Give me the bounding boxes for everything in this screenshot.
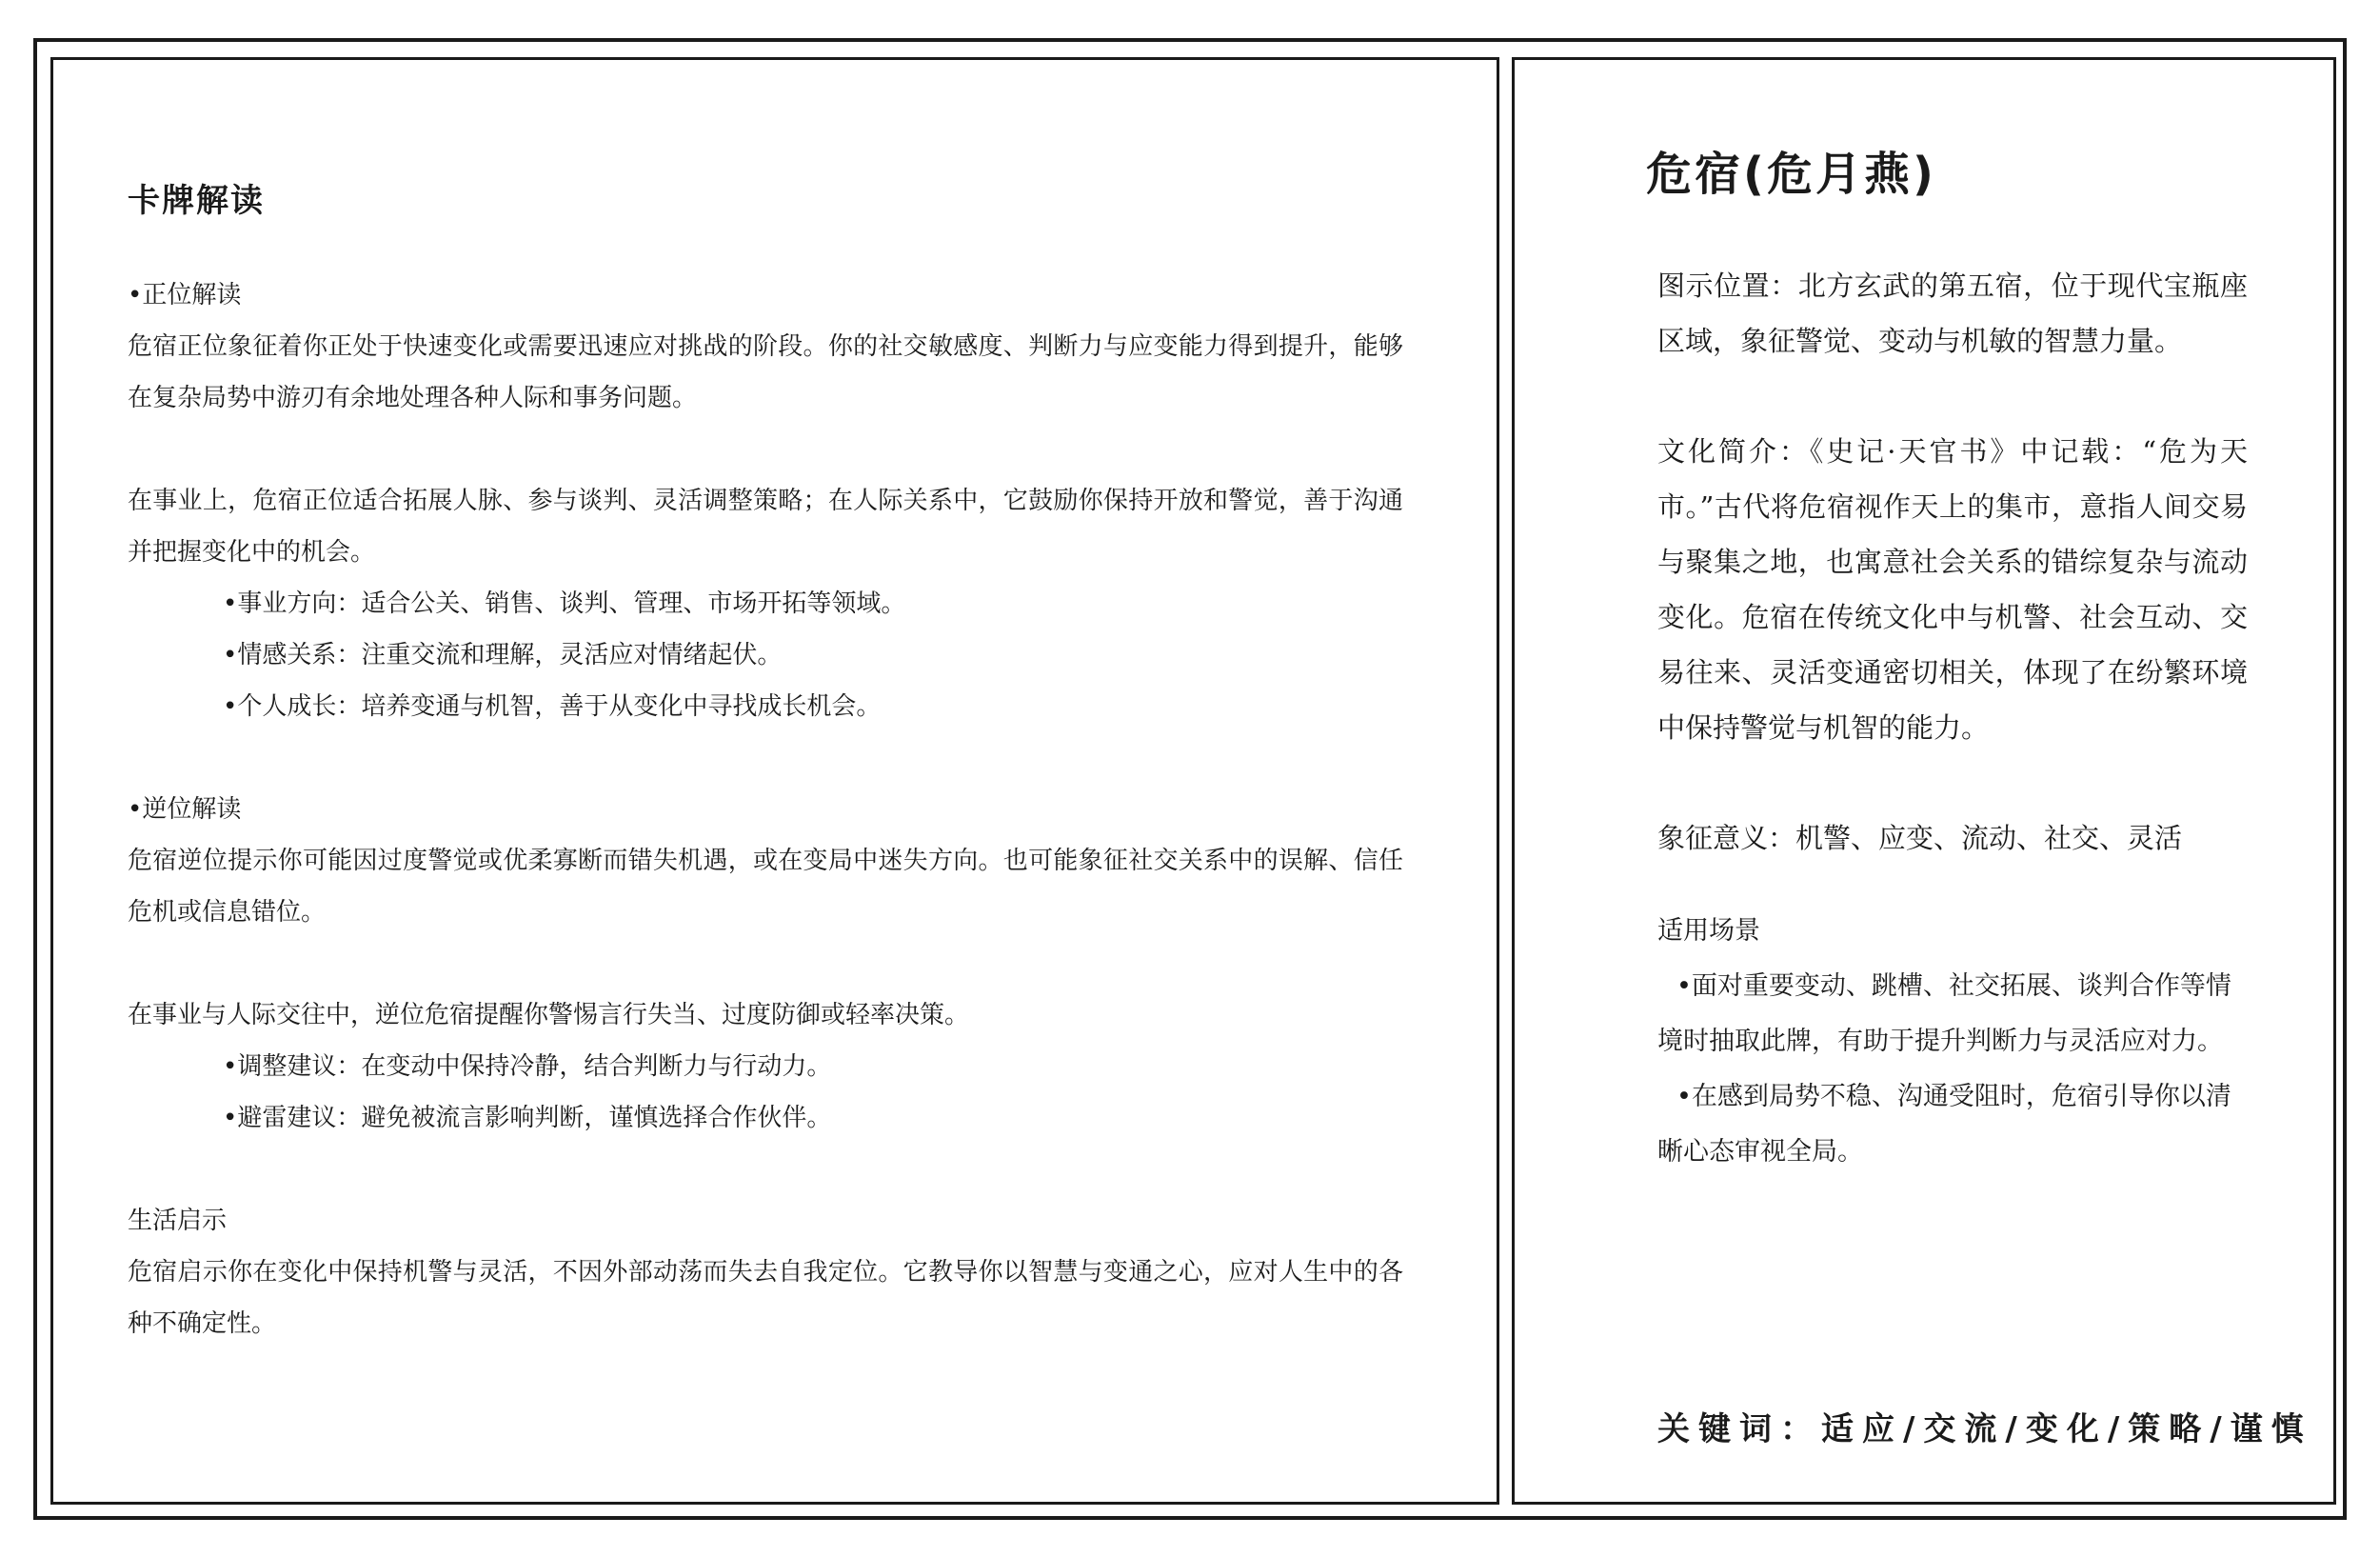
- meaning-line: 象征意义：机警、应变、流动、社交、灵活: [1657, 822, 2183, 854]
- reversed-item-adjust: •调整建议：在变动中保持冷静，结合判断力与行动力。: [223, 1052, 832, 1081]
- position-paragraph: 图示位置：北方玄武的第五宿，位于现代宝瓶座区域，象征警觉、变动与机敏的智慧力量。: [1657, 269, 2248, 357]
- upright-item-growth: •个人成长：培养变通与机智，善于从变化中寻找成长机会。: [223, 692, 882, 721]
- mansion-info-panel: [1512, 57, 2336, 1505]
- life-label: 生活启示: [128, 1207, 228, 1235]
- reversed-label: •逆位解读: [128, 795, 242, 824]
- reversed-item-avoid: •避雷建议：避免被流言影响判断，谨慎选择合作伙伴。: [223, 1104, 832, 1132]
- reversed-paragraph-2: 在事业与人际交往中，逆位危宿提醒你警惕言行失当、过度防御或轻率决策。: [128, 1001, 970, 1029]
- mansion-info-content: [1646, 136, 2248, 1180]
- scenes-item-2: •在感到局势不稳、沟通受阻时，危宿引导你以清晰心态审视全局。: [1657, 1082, 2231, 1167]
- scenes-label: 适用场景: [1657, 916, 1760, 946]
- upright-item-career: •事业方向：适合公关、销售、谈判、管理、市场开拓等领域。: [223, 589, 906, 618]
- upright-label: •正位解读: [128, 281, 242, 309]
- upright-paragraph-1: 危宿正位象征着你正处于快速变化或需要迅速应对挑战的阶段。你的社交敏感度、判断力与应变能力得到提升，能够在复杂局势中游刃有余地处理各种人际和事务问题。: [128, 332, 1403, 412]
- mansion-title: 危宿(危月燕): [1646, 148, 1936, 201]
- card-reading-heading: 卡牌解读: [128, 182, 265, 220]
- upright-paragraph-2: 在事业上，危宿正位适合拓展人脉、参与谈判、灵活调整策略；在人际关系中，它鼓励你保持开放和警觉，善于沟通并把握变化中的机会。: [128, 487, 1403, 567]
- reversed-paragraph-1: 危宿逆位提示你可能因过度警觉或优柔寡断而错失机遇，或在变局中迷失方向。也可能象征社交关系中的误解、信任危机或信息错位。: [128, 847, 1403, 927]
- scenes-item-1: •面对重要变动、跳槽、社交拓展、谈判合作等情境时抽取此牌，有助于提升判断力与灵活应对力。: [1657, 971, 2231, 1056]
- card-reading-content: [128, 174, 1403, 1349]
- upright-item-emotion: •情感关系：注重交流和理解，灵活应对情绪起伏。: [223, 641, 783, 669]
- life-paragraph: 危宿启示你在变化中保持机警与灵活，不因外部动荡而失去自我定位。它教导你以智慧与变通之心，应对人生中的各种不确定性。: [128, 1258, 1403, 1338]
- culture-paragraph: 文化简介：《史记·天官书》中记载：“危为天市。”古代将危宿视作天上的集市，意指人间交易与聚集之地，也寓意社会关系的错综复杂与流动变化。危宿在传统文化中与机警、社会互动、交易往来、灵活变通密切相关，体现了在纷繁环境中保持警觉与机智的能力。: [1657, 435, 2248, 744]
- card-reading-panel: [50, 57, 1499, 1505]
- keywords-line: 关键词：适应/交流/变化/策略/谨慎: [1657, 1410, 2312, 1448]
